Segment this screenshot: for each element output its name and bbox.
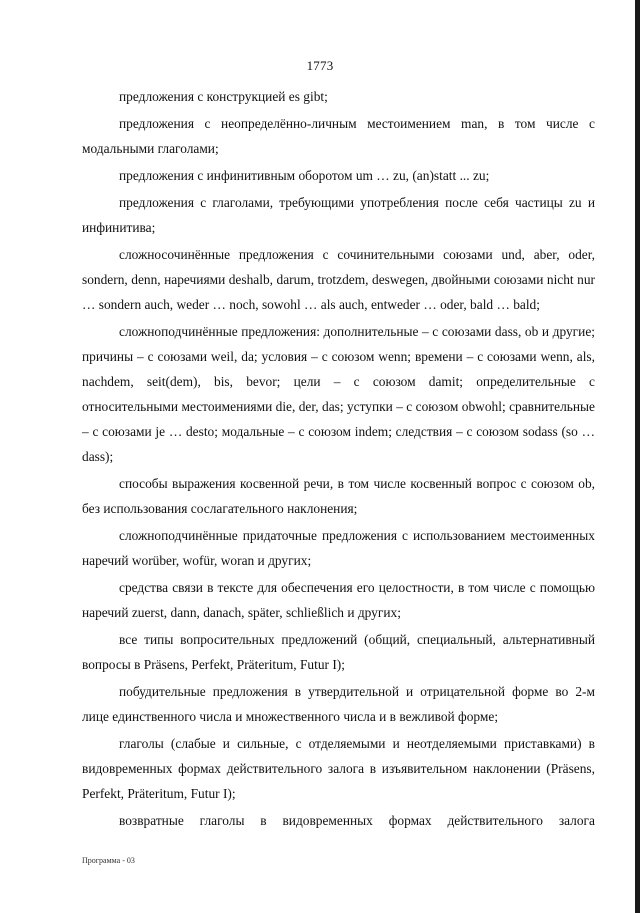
paragraph: средства связи в тексте для обеспечения его целостности, в том числе с помощью наречий zuerst, dann, danach, später, schließlich и других;	[82, 580, 595, 620]
paragraph: способы выражения косвенной речи, в том числе косвенный вопрос с союзом ob, без использования сослагательного наклонения;	[82, 476, 595, 516]
document-body	[82, 84, 595, 835]
paragraph: предложения с глаголами, требующими употребления после себя частицы zu и инфинитива;	[82, 195, 595, 235]
scan-edge	[635, 0, 640, 913]
paragraph: побудительные предложения в утвердительной и отрицательной форме во 2-м лице единственного числа и множественного числа и в вежливой форме;	[82, 684, 595, 724]
paragraph: сложносочинённые предложения с сочинительными союзами und, aber, oder, sondern, denn, наречиями deshalb, darum, trotzdem, deswegen, двойными союзами nicht nur … sondern auch, weder … noch, sowohl … als auch, entweder … oder, bald … bald;	[82, 247, 595, 312]
paragraph: сложноподчинённые предложения: дополнительные – с союзами dass, ob и другие; причины – с союзами weil, da; условия – с союзом wenn; времени – с союзами wenn, als, nachdem, seit(dem), bis, bevor; цели – с союзом damit; определительные с относительными местоимениями die, der, das; уступки – с союзом obwohl; сравнительные – с союзами je … desto; модальные – с союзом indem; следствия – с союзом sodass (so … dass);	[82, 324, 595, 464]
paragraph: предложения с инфинитивным оборотом um … zu, (an)statt ... zu;	[119, 168, 490, 183]
paragraph: предложения с конструкцией es gibt;	[119, 89, 328, 104]
footer-note: Программа - 03	[82, 856, 135, 865]
paragraph: все типы вопросительных предложений (общий, специальный, альтернативный вопросы в Präsens, Perfekt, Präteritum, Futur I);	[82, 632, 595, 672]
page-number: 1773	[306, 58, 334, 73]
paragraph: сложноподчинённые придаточные предложения с использованием местоименных наречий worüber, wofür, woran и других;	[82, 528, 595, 568]
paragraph: возвратные глаголы в видовременных формах действительного залога	[119, 813, 595, 828]
paragraph: предложения с неопределённо-личным местоимением man, в том числе с модальными глаголами;	[82, 116, 595, 156]
paragraph: глаголы (слабые и сильные, с отделяемыми и неотделяемыми приставками) в видовременных формах действительного залога в изъявительном наклонении (Präsens, Perfekt, Präteritum, Futur I);	[82, 736, 595, 801]
